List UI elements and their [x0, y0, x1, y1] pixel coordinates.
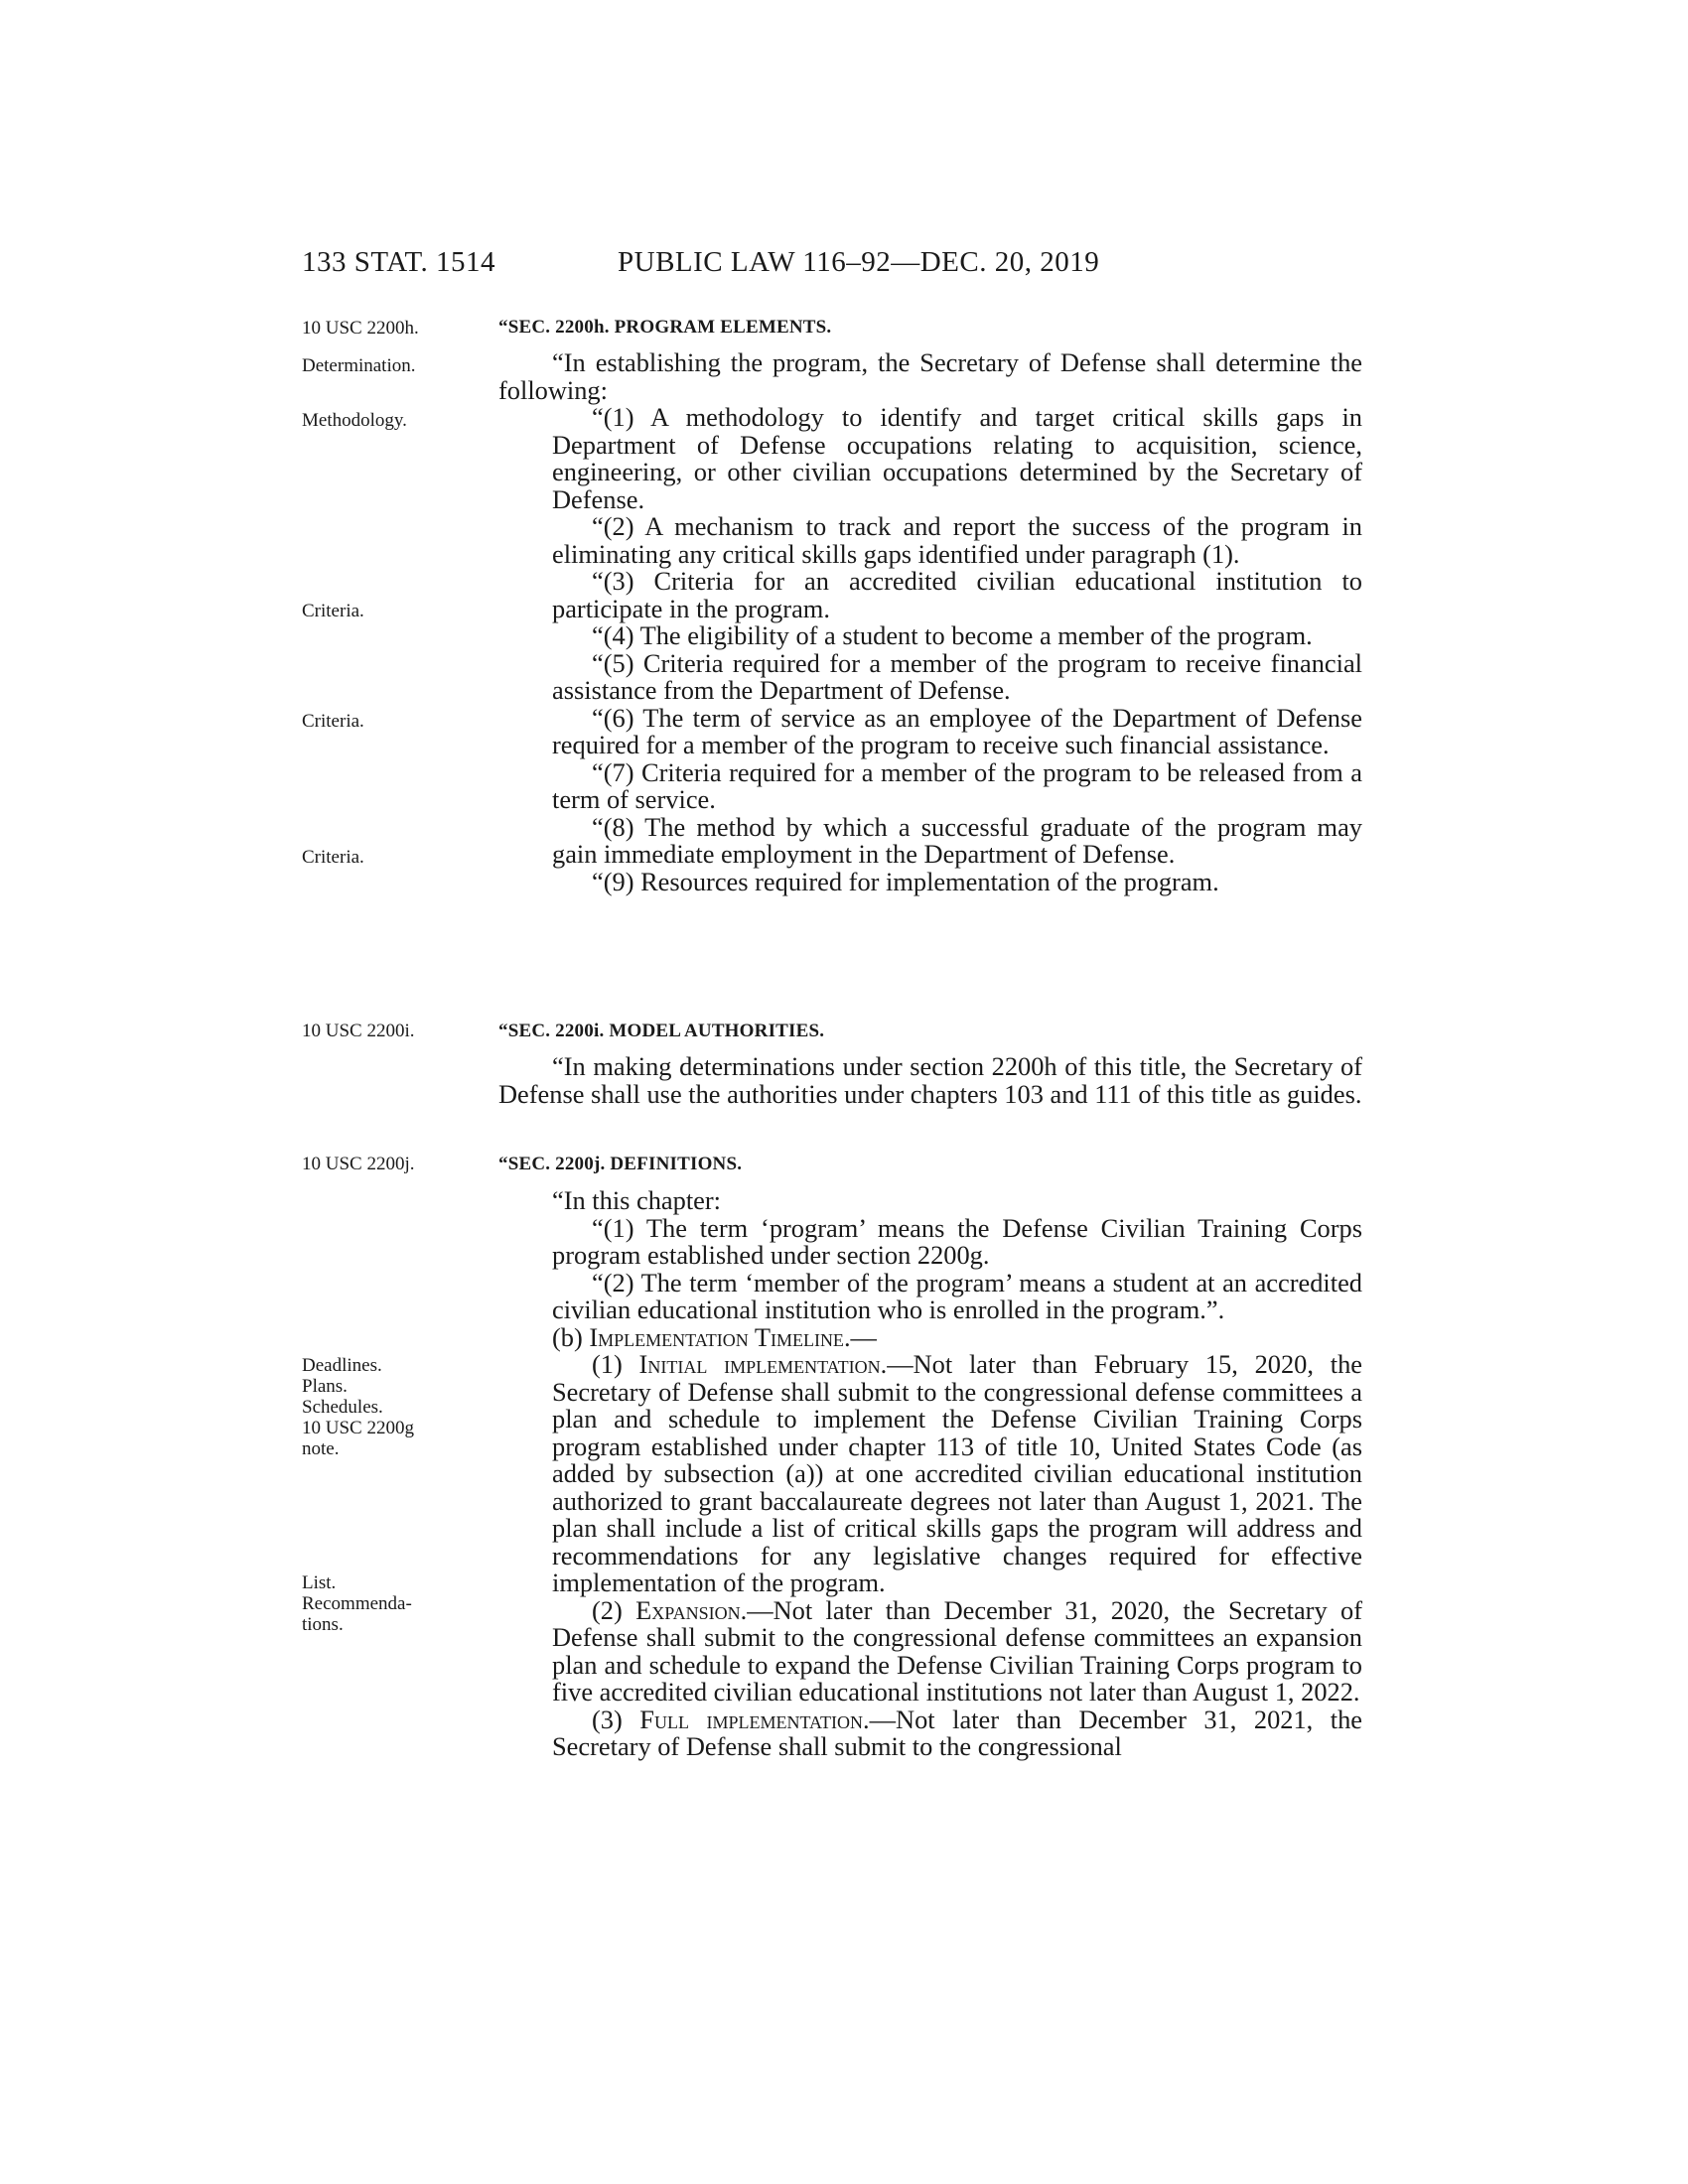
- margin-note-recommendations: Recommenda-: [302, 1593, 412, 1614]
- definition-1: “(1) The term ‘program’ means the Defense Civilian Training Corps program established under section 2200g.: [552, 1212, 1362, 1270]
- margin-note-plans: Plans.: [302, 1376, 348, 1397]
- paragraph-1: “(1) A methodology to identify and target critical skills gaps in Department of Defense occupations relating to acquisition, science, engineering, or other civilian occupations determined by the Secretary of Defense.: [552, 402, 1362, 514]
- section-body-2200i: [498, 1053, 1362, 1108]
- paragraph-7: “(7) Criteria required for a member of the program to be released from a term of service.: [552, 756, 1362, 814]
- section-heading-2200j: “SEC. 2200j. DEFINITIONS.: [498, 1154, 743, 1174]
- public-law-title: PUBLIC LAW 116–92—DEC. 20, 2019: [618, 246, 1100, 278]
- margin-note-usc-2200g: 10 USC 2200g: [302, 1418, 414, 1438]
- margin-note-criteria: Criteria.: [302, 601, 364, 621]
- margin-note-group-list: [302, 1572, 461, 1635]
- paragraph-3: “(3) Criteria for an accredited civilian educational institution to participate in the program.: [552, 566, 1362, 623]
- paragraph-6: “(6) The term of service as an employee of the Department of Defense required for a member of the program to receive such financial assistance.: [552, 702, 1362, 759]
- paragraph-intro: “In this chapter:: [552, 1185, 722, 1215]
- margin-note-group-deadlines: [302, 1355, 461, 1459]
- section-body-2200j: [498, 1187, 1362, 1761]
- margin-note-criteria: Criteria.: [302, 711, 364, 732]
- paragraph-intro: “In establishing the program, the Secretary of Defense shall determine the following:: [498, 347, 1362, 405]
- timeline-paragraph-3: (3) Full implementation.—Not later than December 31, 2021, the Secretary of Defense shall submit to the congressional: [552, 1704, 1363, 1761]
- paragraph-4: “(4) The eligibility of a student to become a member of the program.: [592, 620, 1313, 650]
- margin-note-schedules: Schedules.: [302, 1397, 383, 1418]
- margin-note-note: note.: [302, 1438, 340, 1459]
- section-body-2200h: [498, 349, 1362, 895]
- margin-note-methodology: Methodology.: [302, 410, 407, 431]
- timeline-paragraph-1: (1) Initial implementation.—Not later than February 15, 2020, the Secretary of Defense shall submit to the congressional defense committees a plan and schedule to implement the Defense Civilian Training Corps program established under chapter 113 of title 10, United States Code (as added by subsection (a)) at one accredited civilian educational institution authorized to grant baccalaureate degrees not later than August 1, 2021. The plan shall include a list of critical skills gaps the program will address and recommendations for any legislative changes required for effective implementation of the program.: [552, 1349, 1362, 1597]
- statute-page-reference: 133 STAT. 1514: [302, 246, 496, 278]
- margin-note-usc-2200j: 10 USC 2200j.: [302, 1154, 415, 1174]
- margin-note-recommendations-cont: tions.: [302, 1614, 344, 1635]
- margin-note-determination: Determination.: [302, 355, 416, 376]
- margin-note-usc-2200i: 10 USC 2200i.: [302, 1021, 415, 1041]
- margin-note-list: List.: [302, 1572, 337, 1593]
- margin-note-usc-2200h: 10 USC 2200h.: [302, 318, 419, 339]
- paragraph-2: “(2) A mechanism to track and report the success of the program in eliminating any critical skills gaps identified under paragraph (1).: [552, 511, 1362, 569]
- margin-note-criteria: Criteria.: [302, 847, 364, 868]
- section-heading-2200h: “SEC. 2200h. PROGRAM ELEMENTS.: [498, 317, 832, 338]
- paragraph-5: “(5) Criteria required for a member of the program to receive financial assistance from the Department of Defense.: [552, 647, 1362, 705]
- subsection-b-heading: (b) Implementation Timeline.—: [552, 1321, 877, 1352]
- margin-note-deadlines: Deadlines.: [302, 1355, 382, 1376]
- paragraph-8: “(8) The method by which a successful graduate of the program may gain immediate employment in the Department of Defense.: [552, 811, 1362, 869]
- timeline-paragraph-2: (2) Expansion.—Not later than December 31, 2020, the Secretary of Defense shall submit to the congressional defense committees an expansion plan and schedule to expand the Defense Civilian Training Corps program to five accredited civilian educational institutions not later than August 1, 2022.: [552, 1594, 1363, 1706]
- section-heading-2200i: “SEC. 2200i. MODEL AUTHORITIES.: [498, 1021, 825, 1041]
- paragraph-9: “(9) Resources required for implementation of the program.: [592, 866, 1219, 896]
- paragraph-model-authorities: “In making determinations under section 2200h of this title, the Secretary of Defense shall use the authorities under chapters 103 and 111 of this title as guides.: [498, 1051, 1362, 1109]
- page-header: [0, 246, 1688, 286]
- definition-2: “(2) The term ‘member of the program’ means a student at an accredited civilian educational institution who is enrolled in the program.”.: [552, 1267, 1362, 1324]
